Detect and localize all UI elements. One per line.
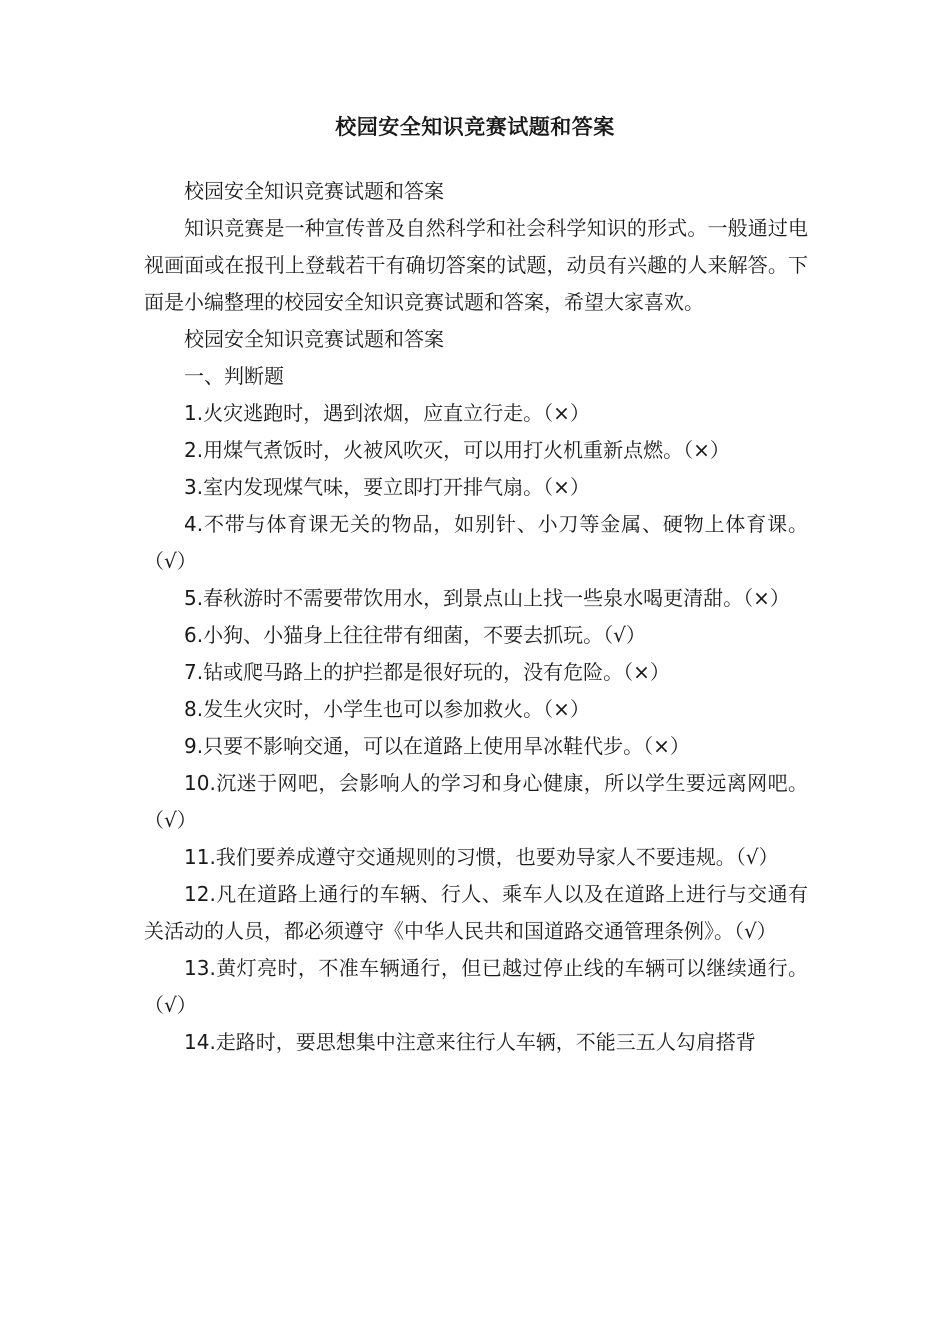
- section-heading-judgement: 一、判断题: [184, 364, 284, 388]
- question-item: 2.用煤气煮饭时，火被风吹灭，可以用打火机重新点燃。（×）: [184, 438, 730, 462]
- question-item: 9.只要不影响交通，可以在道路上使用旱冰鞋代步。（×）: [184, 734, 690, 758]
- question-item: 11.我们要养成遵守交通规则的习惯，也要劝导家人不要违规。（√）: [184, 845, 779, 869]
- paragraph-subtitle: 校园安全知识竞赛试题和答案: [184, 179, 444, 203]
- question-item: 1.火灾逃跑时，遇到浓烟，应直立行走。（×）: [184, 401, 590, 425]
- document-body: [144, 173, 808, 1061]
- question-item: 4.不带与体育课无关的物品，如别针、小刀等金属、硬物上体育课。（√）: [144, 512, 808, 573]
- paragraph-intro: 知识竞赛是一种宣传普及自然科学和社会科学知识的形式。一般通过电视画面或在报刊上登载若干有确切答案的试题，动员有兴趣的人来解答。下面是小编整理的校园安全知识竞赛试题和答案，希望大家喜欢。: [144, 216, 808, 314]
- question-item: 7.钻或爬马路上的护拦都是很好玩的，没有危险。（×）: [184, 660, 670, 684]
- paragraph-heading: 校园安全知识竞赛试题和答案: [184, 327, 444, 351]
- question-item: 8.发生火灾时，小学生也可以参加救火。（×）: [184, 697, 590, 721]
- question-item: 3.室内发现煤气味，要立即打开排气扇。（×）: [184, 475, 590, 499]
- question-item: 12.凡在道路上通行的车辆、行人、乘车人以及在道路上进行与交通有关活动的人员，都必须遵守《中华人民共和国道路交通管理条例》。（√）: [144, 882, 808, 943]
- question-item: 13.黄灯亮时，不准车辆通行，但已越过停止线的车辆可以继续通行。（√）: [144, 956, 808, 1017]
- question-item: 5.春秋游时不需要带饮用水，到景点山上找一些泉水喝更清甜。（×）: [184, 586, 790, 610]
- question-item: 14.走路时，要思想集中注意来往行人车辆，不能三五人勾肩搭背: [184, 1030, 756, 1054]
- document-title: 校园安全知识竞赛试题和答案: [335, 115, 615, 139]
- question-item: 6.小狗、小猫身上往往带有细菌，不要去抓玩。（√）: [184, 623, 646, 647]
- question-item: 10.沉迷于网吧，会影响人的学习和身心健康，所以学生要远离网吧。（√）: [144, 771, 808, 832]
